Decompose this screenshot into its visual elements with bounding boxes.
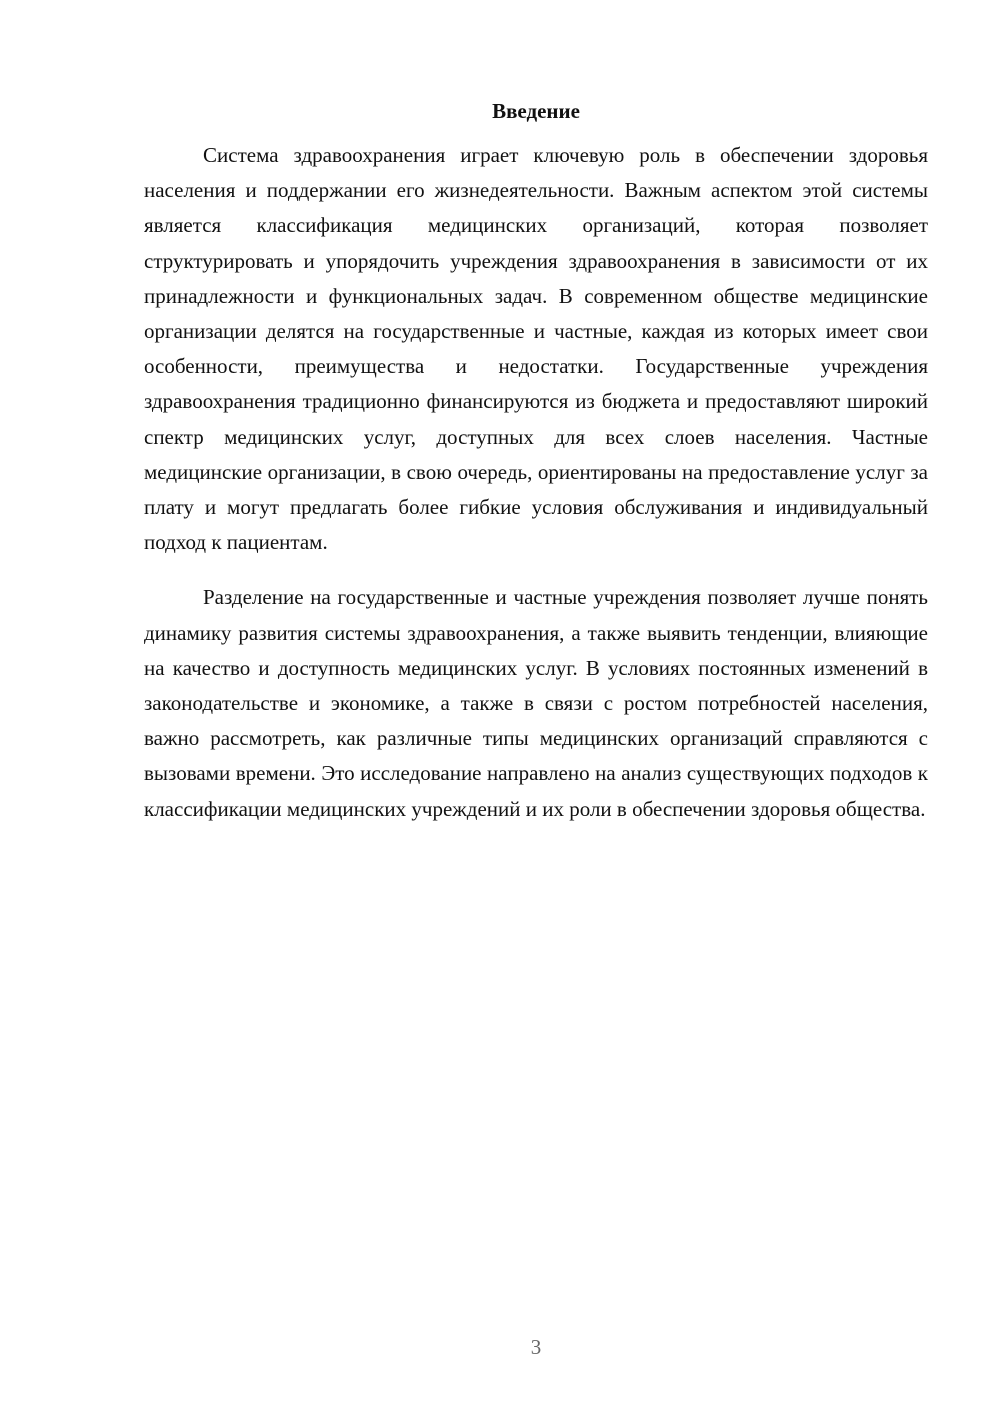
page-content xyxy=(144,94,928,827)
body-paragraph-1: Система здравоохранения играет ключевую роль в обеспечении здоровья населения и поддержании его жизнедеятельности. Важным аспектом этой системы является классификация медицинских организаций, которая позволяет структурировать и упорядочить учреждения здравоохранения в зависимости от их принадлежности и функциональных задач. В современном обществе медицинские организации делятся на государственные и частные, каждая из которых имеет свои особенности, преимущества и недостатки. Государственные учреждения здравоохранения традиционно финансируются из бюджета и предоставляют широкий спектр медицинских услуг, доступных для всех слоев населения. Частные медицинские организации, в свою очередь, ориентированы на предоставление услуг за плату и могут предлагать более гибкие условия обслуживания и индивидуальный подход к пациентам. xyxy=(144,143,928,555)
section-title: Введение xyxy=(492,99,580,123)
body-paragraph-2: Разделение на государственные и частные учреждения позволяет лучше понять динамику развития системы здравоохранения, а также выявить тенденции, влияющие на качество и доступность медицинских услуг. В условиях постоянных изменений в законодательстве и экономике, а также в связи с ростом потребностей населения, важно рассмотреть, как различные типы медицинских организаций справляются с вызовами времени. Это исследование направлено на анализ существующих подходов к классификации медицинских учреждений и их роли в обеспечении здоровья общества. xyxy=(144,585,928,821)
page-number: 3 xyxy=(530,1335,542,1359)
